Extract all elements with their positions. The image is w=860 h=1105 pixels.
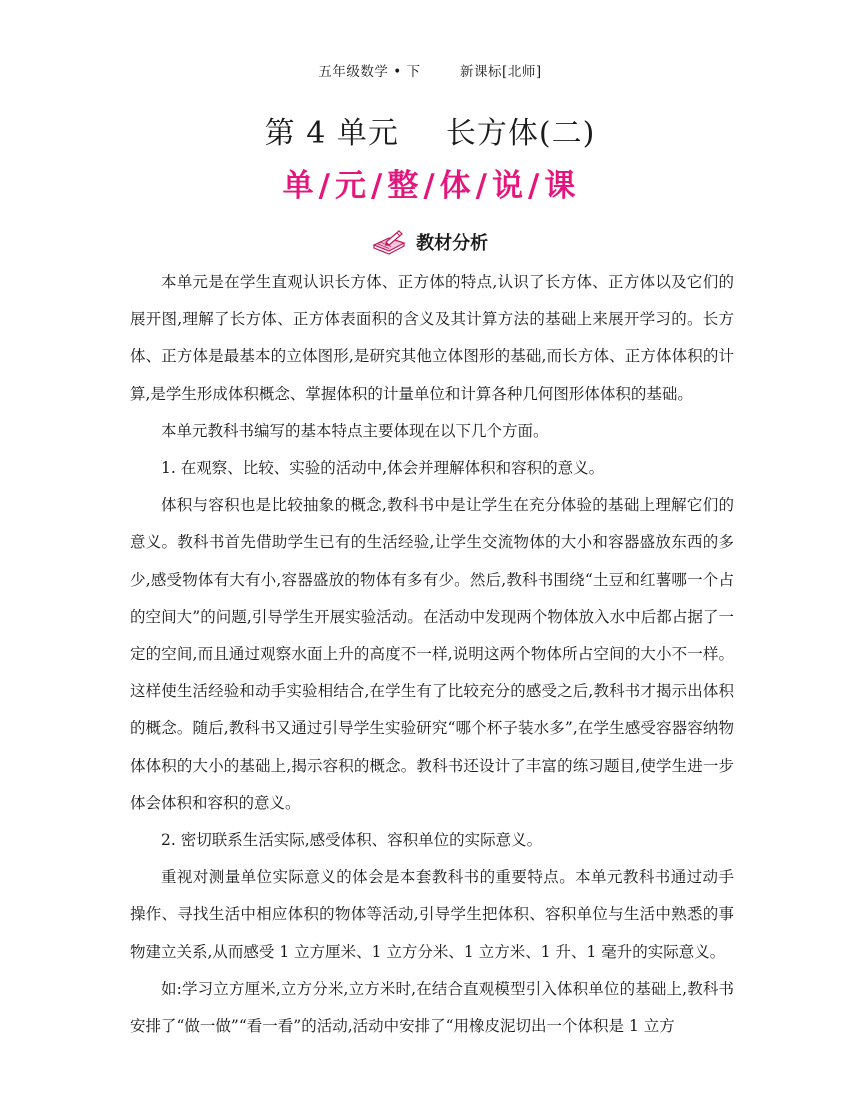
banner-separator: /	[527, 168, 542, 204]
page-header	[0, 60, 860, 80]
banner-separator: /	[423, 168, 437, 204]
banner-char: 体	[439, 168, 473, 204]
banner-separator: /	[371, 168, 385, 204]
unit-number: 第 4 单元	[264, 116, 399, 151]
body-text	[130, 264, 734, 1045]
unit-name: 长方体(二)	[445, 116, 596, 151]
section-banner	[0, 160, 860, 205]
paragraph: 1. 在观察、比较、实验的活动中,体会并理解体积和容积的意义。	[161, 459, 605, 478]
banner-char: 说	[491, 168, 525, 204]
banner-char: 单	[282, 168, 316, 204]
unit-title	[0, 108, 860, 152]
paragraph: 重视对测量单位实际意义的体会是本套教科书的重要特点。本单元教科书通过动手操作、寻找生活中相应体积的物体等活动,引导学生把体积、容积单位与生活中熟悉的事物建立关系,从而感受 1 立方厘米、1 立方分米、1 立方米、1 升、1 毫升的实际意义。	[130, 868, 734, 961]
banner-char: 课	[544, 168, 578, 204]
section-title: 教材分析	[416, 233, 489, 254]
banner-char: 元	[335, 168, 368, 204]
paragraph: 如:学习立方厘米,立方分米,立方米时,在结合直观模型引入体积单位的基础上,教科书安排了“做一做”“看一看”的活动,活动中安排了“用橡皮泥切出一个体积是 1 立方	[130, 979, 734, 1036]
header-edition: 新课标[北师]	[460, 64, 542, 80]
paragraph: 体积与容积也是比较抽象的概念,教科书中是让学生在充分体验的基础上理解它们的意义。教科书首先借助学生已有的生活经验,让学生交流物体的大小和容器盛放东西的多少,感受物体有大有小,容器盛放的物体有多有少。然后,教科书围绕“土豆和红薯哪一个占的空间大”的问题,引导学生开展实验活动。在活动中发现两个物体放入水中后都占据了一定的空间,而且通过观察水面上升的高度不一样,说明这两个物体所占空间的大小不一样。这样使生活经验和动手实验相结合,在学生有了比较充分的感受之后,教科书才揭示出体积的概念。随后,教科书又通过引导学生实验研究“哪个杯子装水多”,在学生感受容器容纳物体体积的大小的基础上,揭示容积的概念。教科书还设计了丰富的练习题目,使学生进一步体会体积和容积的意义。	[130, 496, 734, 812]
paragraph: 本单元是在学生直观认识长方体、正方体的特点,认识了长方体、正方体以及它们的展开图,理解了长方体、正方体表面积的含义及其计算方法的基础上来展开学习的。长方体、正方体是最基本的立体图形,是研究其他立体图形的基础,而长方体、正方体体积的计算,是学生形成体积概念、掌握体积的计量单位和计算各种几何图形体体积的基础。	[130, 273, 734, 403]
banner-separator: /	[318, 168, 332, 204]
header-subject: 五年级数学 • 下	[318, 64, 421, 80]
section-heading	[0, 228, 860, 256]
banner-char: 整	[387, 168, 421, 204]
paragraph: 2. 密切联系生活实际,感受体积、容积单位的实际意义。	[161, 831, 543, 850]
banner-separator: /	[475, 168, 489, 204]
paragraph: 本单元教科书编写的基本特点主要体现在以下几个方面。	[161, 421, 549, 440]
book-pencil-icon	[372, 228, 406, 256]
